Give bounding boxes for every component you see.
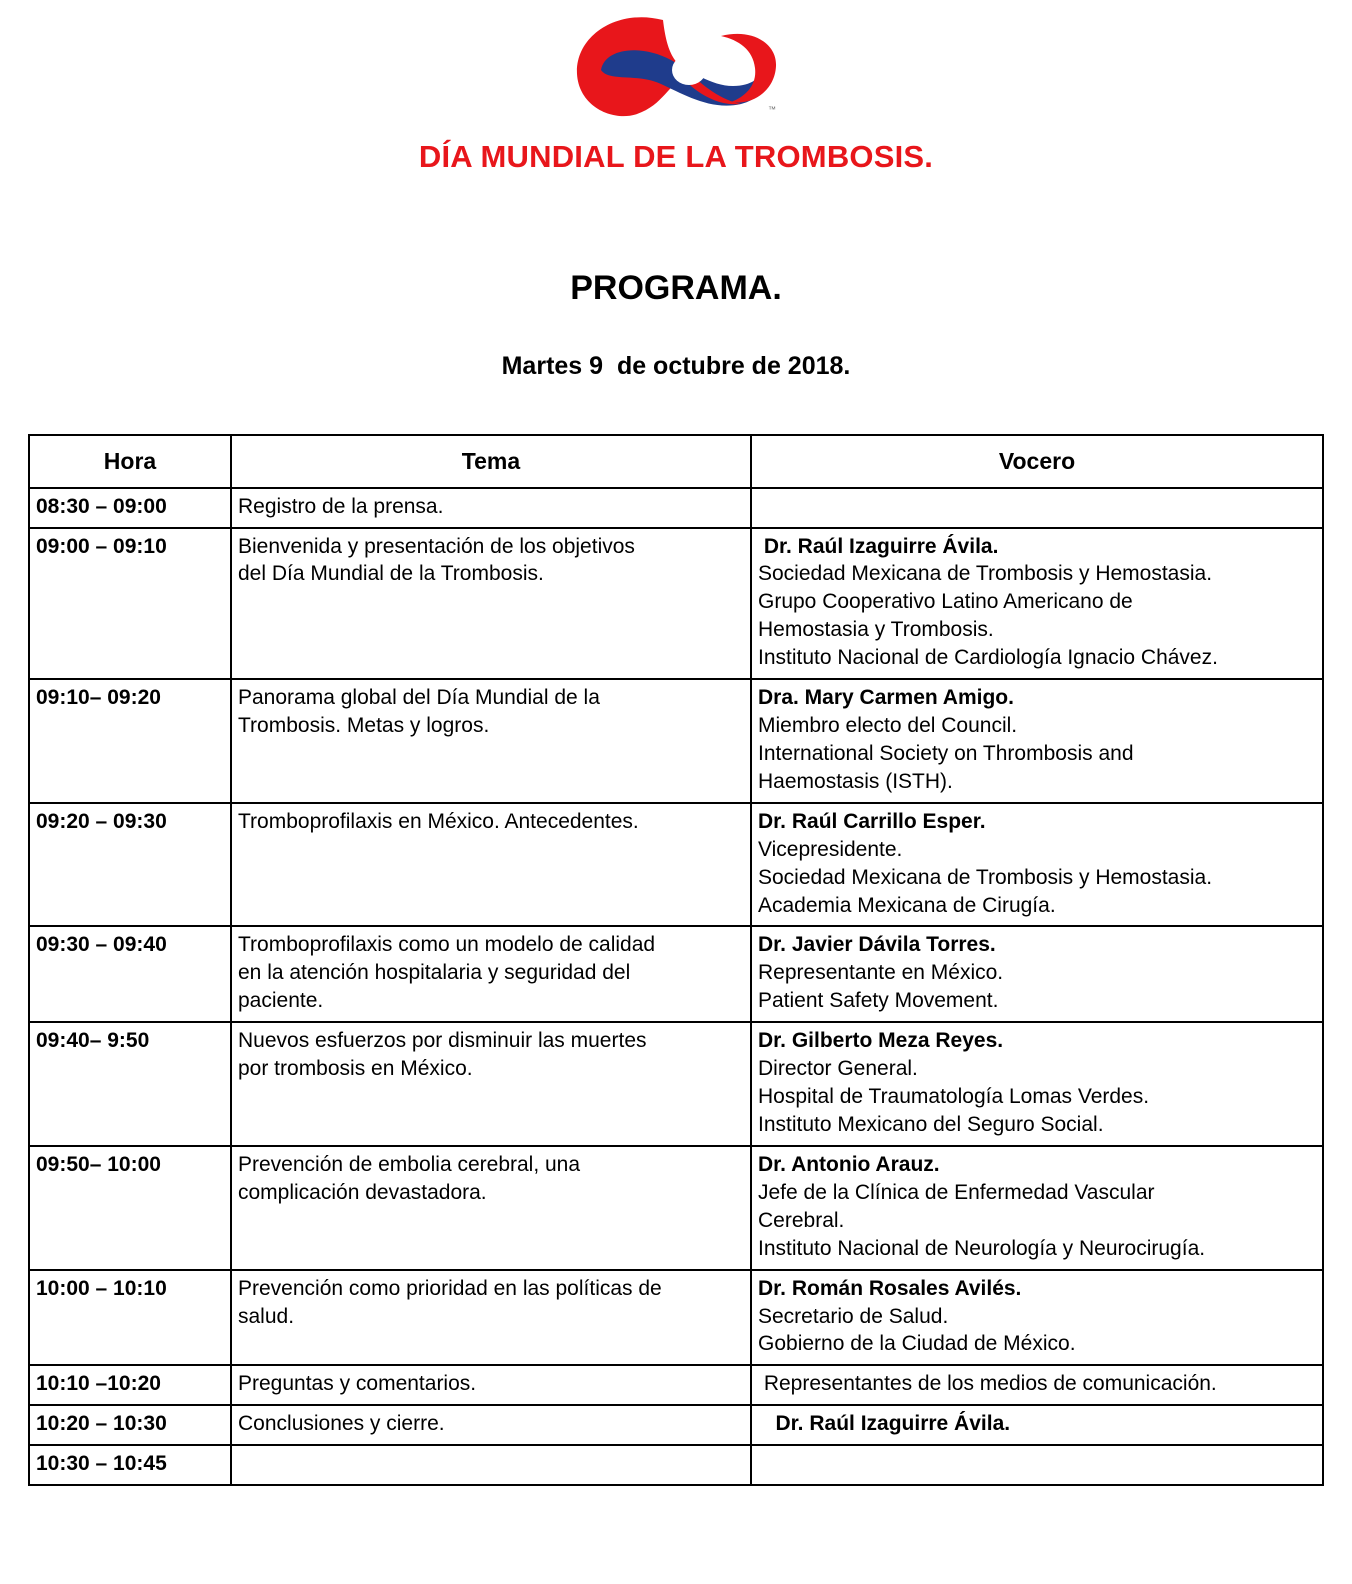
vocero-affiliation-line: Gobierno de la Ciudad de México. (758, 1332, 1076, 1356)
cell-hora: 10:10 –10:20 (29, 1365, 231, 1405)
table-header (29, 435, 1323, 488)
cell-vocero (751, 803, 1323, 927)
table-body (29, 488, 1323, 1486)
table-row (29, 679, 1323, 803)
table-row (29, 488, 1323, 528)
vocero-affiliation-line: Instituto Mexicano del Seguro Social. (758, 1113, 1104, 1137)
cell-tema (231, 528, 751, 680)
tema-line: salud. (238, 1304, 295, 1328)
cell-vocero (751, 1022, 1323, 1146)
vocero-affiliation-line: Sociedad Mexicana de Trombosis y Hemostasia. (758, 865, 1213, 889)
tema-line: del Día Mundial de la Trombosis. (238, 562, 544, 586)
program-table (28, 434, 1324, 1486)
cell-vocero (751, 1146, 1323, 1270)
table-header-row (29, 435, 1323, 488)
tema-line: paciente. (238, 989, 324, 1013)
cell-hora: 09:20 – 09:30 (29, 803, 231, 927)
vocero-affiliation-line: Cerebral. (758, 1208, 845, 1232)
vocero-affiliation-line: Representantes de los medios de comunicación. (758, 1372, 1217, 1396)
table-row (29, 1365, 1323, 1405)
vocero-affiliation-line: Hemostasia y Trombosis. (758, 618, 994, 642)
cell-tema (231, 1405, 751, 1445)
cell-vocero (751, 1405, 1323, 1445)
cell-tema (231, 1445, 751, 1485)
vocero-affiliation-line: Jefe de la Clínica de Enfermedad Vascular (758, 1180, 1155, 1204)
vocero-affiliation-line: Patient Safety Movement. (758, 989, 999, 1013)
cell-hora: 10:00 – 10:10 (29, 1270, 231, 1366)
cell-hora: 09:10– 09:20 (29, 679, 231, 803)
program-date: Martes 9 de octubre de 2018. (501, 352, 851, 381)
vocero-affiliation-line: Sociedad Mexicana de Trombosis y Hemostasia. (758, 562, 1213, 586)
cell-tema (231, 803, 751, 927)
tema-line: por trombosis en México. (238, 1057, 473, 1081)
column-header-hora: Hora (29, 435, 231, 488)
vocero-affiliation-line: Haemostasis (ISTH). (758, 769, 953, 793)
cell-tema (231, 1365, 751, 1405)
table-row (29, 1445, 1323, 1485)
vocero-name: Dr. Gilberto Meza Reyes. (758, 1029, 1004, 1053)
banner-title: DÍA MUNDIAL DE LA TROMBOSIS. (418, 139, 934, 174)
cell-hora: 10:30 – 10:45 (29, 1445, 231, 1485)
cell-vocero (751, 1365, 1323, 1405)
cell-hora: 09:40– 9:50 (29, 1022, 231, 1146)
tema-line: en la atención hospitalaria y seguridad del (238, 961, 631, 985)
tema-line: Conclusiones y cierre. (238, 1412, 445, 1436)
cell-hora: 09:00 – 09:10 (29, 528, 231, 680)
cell-tema (231, 488, 751, 528)
tema-line: Trombosis. Metas y logros. (238, 714, 490, 738)
tema-line: Preguntas y comentarios. (238, 1372, 477, 1396)
column-header-tema: Tema (231, 435, 751, 488)
world-thrombosis-day-logo-icon (571, 14, 781, 122)
vocero-name: Dr. Javier Dávila Torres. (758, 933, 996, 957)
table-row (29, 803, 1323, 927)
trademark-symbol: ™ (768, 105, 776, 114)
cell-vocero (751, 1445, 1323, 1485)
tema-line: Registro de la prensa. (238, 494, 444, 518)
vocero-affiliation-line: Secretario de Salud. (758, 1304, 949, 1328)
page-title: PROGRAMA. (570, 269, 782, 308)
vocero-name: Dr. Raúl Izaguirre Ávila. (758, 1412, 1011, 1436)
cell-vocero (751, 1270, 1323, 1366)
vocero-affiliation-line: Representante en México. (758, 961, 1004, 985)
table-row (29, 1270, 1323, 1366)
cell-hora: 08:30 – 09:00 (29, 488, 231, 528)
program-table-container (28, 434, 1322, 1486)
tema-line: Nuevos esfuerzos por disminuir las muertes (238, 1029, 647, 1053)
vocero-affiliation-line: Academia Mexicana de Cirugía. (758, 893, 1056, 917)
table-row (29, 1146, 1323, 1270)
tema-line: Bienvenida y presentación de los objetivos (238, 534, 635, 558)
vocero-name: Dr. Román Rosales Avilés. (758, 1276, 1022, 1300)
vocero-name: Dr. Raúl Carrillo Esper. (758, 809, 986, 833)
tema-line: Panorama global del Día Mundial de la (238, 686, 600, 710)
cell-tema (231, 1022, 751, 1146)
cell-tema (231, 1146, 751, 1270)
vocero-name: Dr. Antonio Arauz. (758, 1152, 940, 1176)
logo-container (0, 0, 1352, 120)
vocero-affiliation-line: Hospital de Traumatología Lomas Verdes. (758, 1085, 1150, 1109)
cell-hora: 09:30 – 09:40 (29, 926, 231, 1022)
vocero-affiliation-line: Instituto Nacional de Neurología y Neurocirugía. (758, 1236, 1206, 1260)
vocero-affiliation-line: Miembro electo del Council. (758, 714, 1018, 738)
cell-tema (231, 1270, 751, 1366)
tema-line: Tromboprofilaxis como un modelo de calidad (238, 933, 656, 957)
table-row (29, 1022, 1323, 1146)
table-row (29, 926, 1323, 1022)
table-row (29, 1405, 1323, 1445)
vocero-name: Dra. Mary Carmen Amigo. (758, 686, 1014, 710)
cell-vocero (751, 679, 1323, 803)
vocero-affiliation-line: Grupo Cooperativo Latino Americano de (758, 590, 1133, 614)
vocero-affiliation-line: Director General. (758, 1057, 918, 1081)
table-row (29, 528, 1323, 680)
cell-hora: 09:50– 10:00 (29, 1146, 231, 1270)
tema-line: Tromboprofilaxis en México. Antecedentes. (238, 809, 639, 833)
cell-vocero (751, 926, 1323, 1022)
column-header-vocero: Vocero (751, 435, 1323, 488)
vocero-name: Dr. Raúl Izaguirre Ávila. (758, 534, 999, 558)
tema-line: Prevención de embolia cerebral, una (238, 1152, 581, 1176)
vocero-affiliation-line: Vicepresidente. (758, 837, 903, 861)
cell-tema (231, 926, 751, 1022)
tema-line: complicación devastadora. (238, 1180, 487, 1204)
cell-tema (231, 679, 751, 803)
cell-hora: 10:20 – 10:30 (29, 1405, 231, 1445)
cell-vocero (751, 488, 1323, 528)
tema-line: Prevención como prioridad en las políticas de (238, 1276, 662, 1300)
vocero-affiliation-line: International Society on Thrombosis and (758, 741, 1134, 765)
vocero-affiliation-line: Instituto Nacional de Cardiología Ignacio Chávez. (758, 646, 1218, 670)
cell-vocero (751, 528, 1323, 680)
